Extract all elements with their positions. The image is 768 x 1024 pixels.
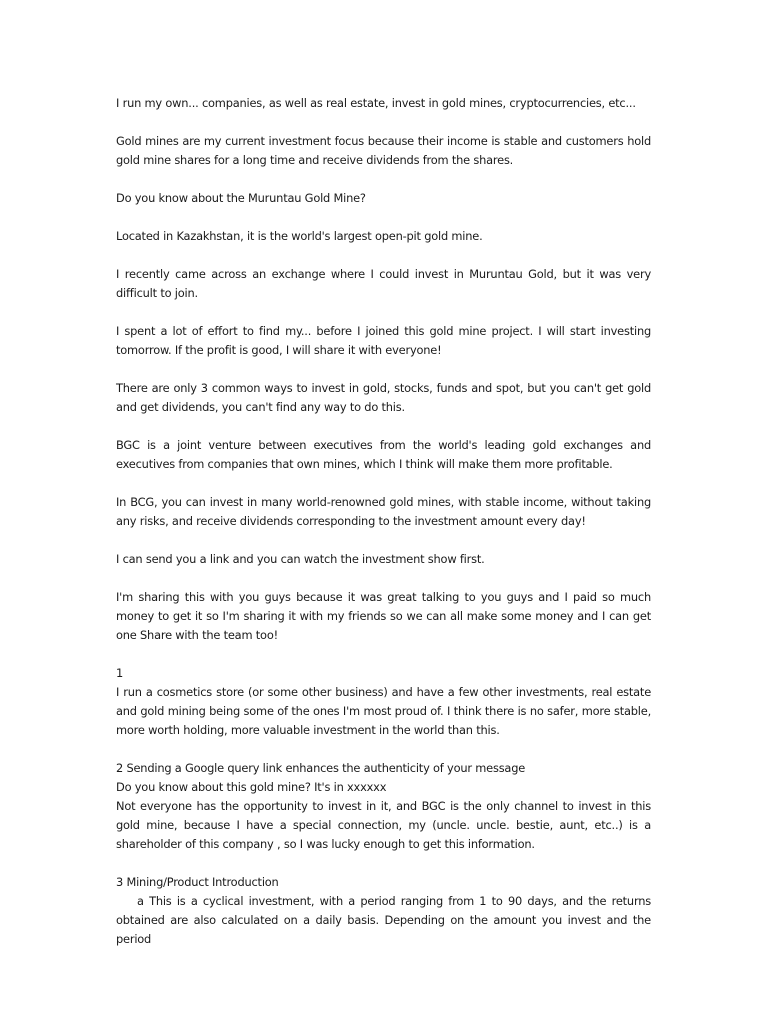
section-1-text: I run a cosmetics store (or some other business) and have a few other investments, real estate and gold mining being some of the ones I'm most proud of. I think there is no safer, more stable, more worth holding, more valuable investment in the world than this. [116, 685, 651, 737]
paragraph: I run my own... companies, as well as real estate, invest in gold mines, cryptocurrencies, etc... [116, 96, 636, 110]
document-page [116, 94, 651, 968]
section-1-number: 1 [116, 666, 124, 680]
section-3-text: a This is a cyclical investment, with a period ranging from 1 to 90 days, and the returns obtained are also calculated on a daily basis. Depending on the amount you invest and the period [116, 894, 651, 946]
section-3 [116, 873, 651, 949]
section-2-question: Do you know about this gold mine? It's in xxxxxx [116, 780, 387, 794]
section-2-text: Not everyone has the opportunity to invest in it, and BGC is the only channel to invest in this gold mine, because I have a special connection, my (uncle. uncle. bestie, aunt, etc..) is a shareholder of this company , so I was lucky enough to get this information. [116, 799, 651, 851]
paragraph: There are only 3 common ways to invest in gold, stocks, funds and spot, but you can't get gold and get dividends, you can't find any way to do this. [116, 381, 651, 414]
paragraph: I can send you a link and you can watch the investment show first. [116, 552, 485, 566]
section-3-heading: 3 Mining/Product Introduction [116, 875, 279, 889]
paragraph: I recently came across an exchange where I could invest in Muruntau Gold, but it was very difficult to join. [116, 267, 651, 300]
section-2 [116, 759, 651, 854]
paragraph: I'm sharing this with you guys because it was great talking to you guys and I paid so much money to get it so I'm sharing it with my friends so we can all make some money and I can get one Share with the team too! [116, 590, 651, 642]
paragraph: Do you know about the Muruntau Gold Mine? [116, 191, 366, 205]
paragraph: Located in Kazakhstan, it is the world's largest open-pit gold mine. [116, 229, 483, 243]
section-1 [116, 664, 651, 740]
section-2-heading: 2 Sending a Google query link enhances the authenticity of your message [116, 761, 526, 775]
paragraph: In BCG, you can invest in many world-renowned gold mines, with stable income, without taking any risks, and receive dividends corresponding to the investment amount every day! [116, 495, 651, 528]
paragraph: I spent a lot of effort to find my... before I joined this gold mine project. I will start investing tomorrow. If the profit is good, I will share it with everyone! [116, 324, 651, 357]
paragraph: Gold mines are my current investment focus because their income is stable and customers hold gold mine shares for a long time and receive dividends from the shares. [116, 134, 651, 167]
paragraph: BGC is a joint venture between executives from the world's leading gold exchanges and executives from companies that own mines, which I think will make them more profitable. [116, 438, 651, 471]
